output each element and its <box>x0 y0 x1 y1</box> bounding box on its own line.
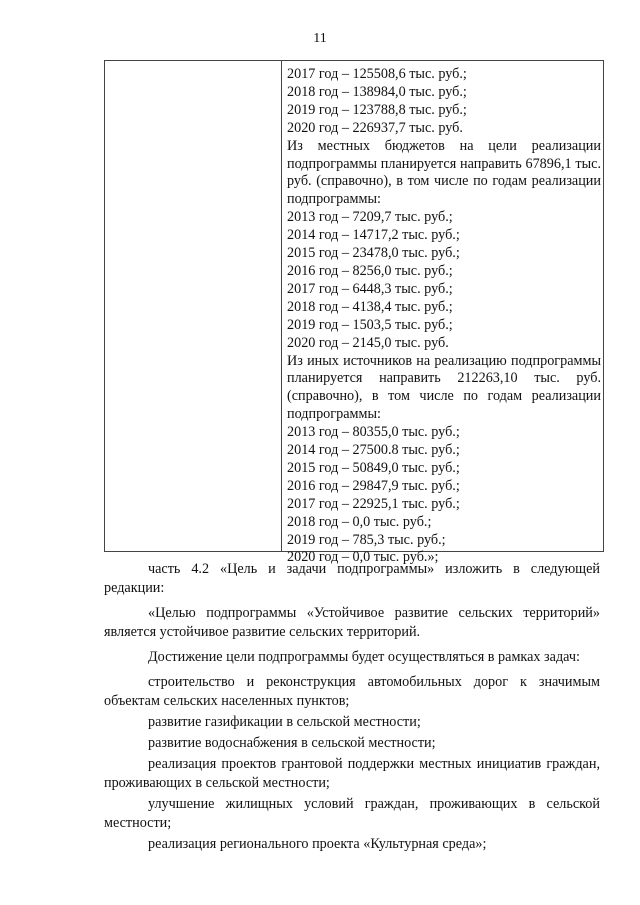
other-sources-year: 2015 год – 50849,0 тыс. руб.; <box>287 459 460 476</box>
other-sources-year: 2018 год – 0,0 тыс. руб.; <box>287 513 432 530</box>
table-line: 2020 год – 226937,7 тыс. руб. <box>287 119 463 136</box>
local-budget-year: 2013 год – 7209,7 тыс. руб.; <box>287 209 453 226</box>
paragraph: реализация проектов грантовой поддержки местных инициатив граждан, проживающих в сельской местности; <box>104 756 600 791</box>
local-budget-year: 2018 год – 4138,4 тыс. руб.; <box>287 298 453 315</box>
other-sources-year: 2016 год – 29847,9 тыс. руб.; <box>287 477 460 494</box>
other-sources-year: 2013 год – 80355,0 тыс. руб.; <box>287 424 460 441</box>
paragraph: развитие водоснабжения в сельской местности; <box>148 735 436 751</box>
paragraph: строительство и реконструкция автомобильных дорог к значимым объектам сельских населенных пунктов; <box>104 674 600 709</box>
other-sources-year: 2017 год – 22925,1 тыс. руб.; <box>287 495 460 512</box>
local-budget-year: 2016 год – 8256,0 тыс. руб.; <box>287 262 453 279</box>
paragraph: часть 4.2 «Цель и задачи подпрограммы» изложить в следующей редакции: <box>104 561 600 596</box>
paragraph: Достижение цели подпрограммы будет осуществляться в рамках задач: <box>148 649 580 665</box>
local-budget-year: 2020 год – 2145,0 тыс. руб. <box>287 334 449 351</box>
paragraph: реализация регионального проекта «Культурная среда»; <box>148 836 487 852</box>
table-line: 2018 год – 138984,0 тыс. руб.; <box>287 83 467 100</box>
local-budget-year: 2017 год – 6448,3 тыс. руб.; <box>287 280 453 297</box>
body-text <box>104 560 600 856</box>
paragraph: улучшение жилищных условий граждан, проживающих в сельской местности; <box>104 796 600 831</box>
funding-table <box>104 60 604 566</box>
page-number: 11 <box>313 31 327 46</box>
paragraph: «Целью подпрограммы «Устойчивое развитие сельских территорий» является устойчивое развитие сельских территорий. <box>104 605 600 640</box>
local-budget-year: 2015 год – 23478,0 тыс. руб.; <box>287 245 460 262</box>
table-right-cell <box>287 66 601 567</box>
other-sources-year: 2014 год – 27500.8 тыс. руб.; <box>287 442 460 459</box>
table-line: 2019 год – 123788,8 тыс. руб.; <box>287 101 467 118</box>
table-left-cell <box>105 61 282 551</box>
other-sources-year: 2020 год – 0,0 тыс. руб.»; <box>287 549 439 566</box>
other-sources-year: 2019 год – 785,3 тыс. руб.; <box>287 531 446 548</box>
table-line: 2017 год – 125508,6 тыс. руб.; <box>287 66 467 82</box>
local-budget-year: 2014 год – 14717,2 тыс. руб.; <box>287 227 460 244</box>
other-sources-intro: Из иных источников на реализацию подпрограммы планируется направить 212263,10 тыс. руб. (справочно), в том числе по годам реализации подпрограммы: <box>287 352 601 423</box>
local-budget-year: 2019 год – 1503,5 тыс. руб.; <box>287 316 453 333</box>
local-budget-intro: Из местных бюджетов на цели реализации подпрограммы планируется направить 67896,1 тыс. руб. (справочно), в том числе по годам реализации подпрограммы: <box>287 137 601 208</box>
paragraph: развитие газификации в сельской местности; <box>148 714 421 730</box>
